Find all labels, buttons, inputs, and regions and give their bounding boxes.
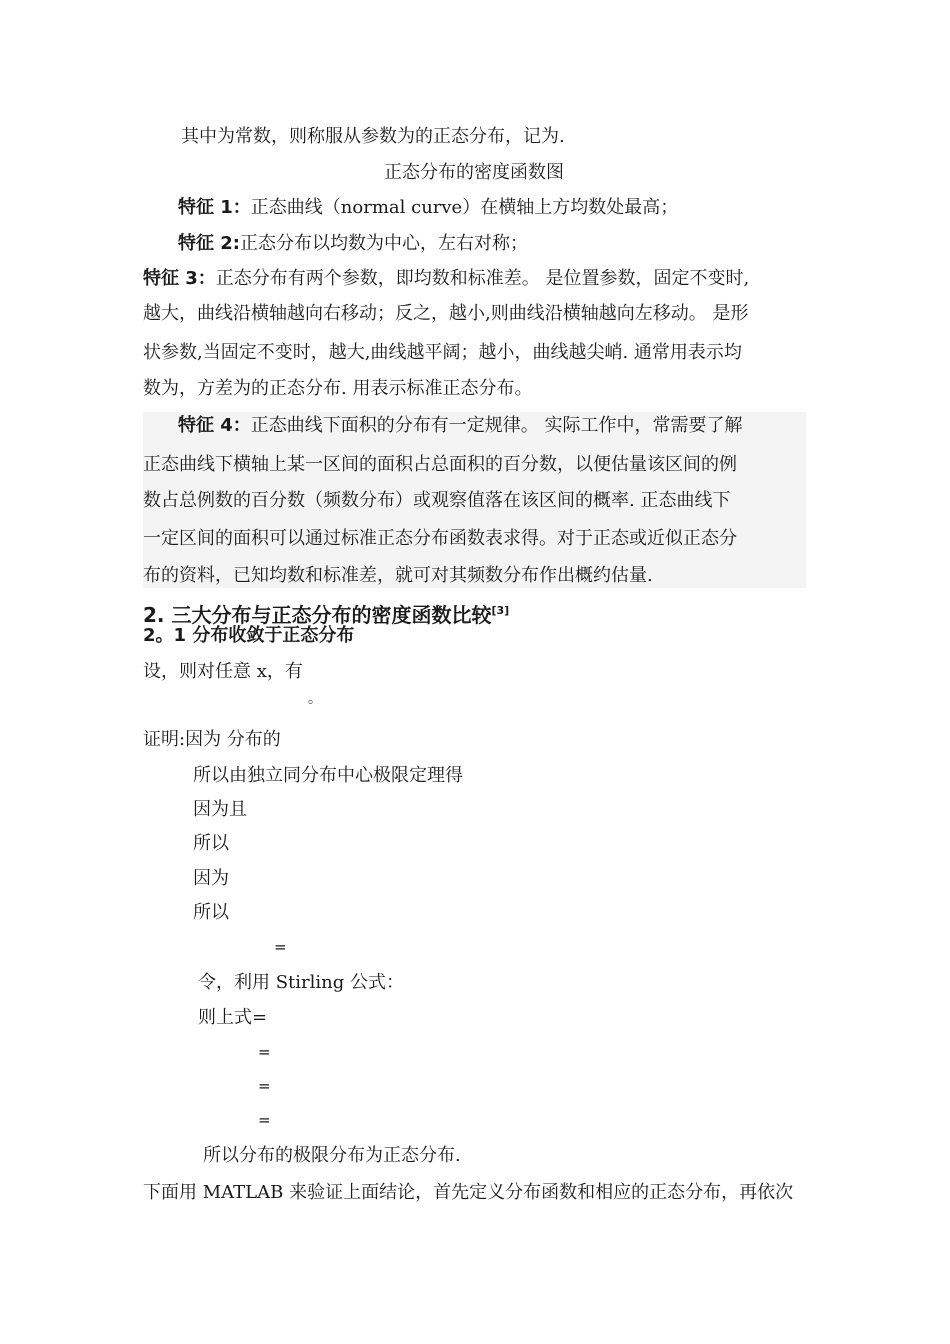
proof-line-5: 所以 xyxy=(193,902,229,923)
feature-3-line-4: 数为，方差为的正态分布. 用表示标准正态分布。 xyxy=(143,378,533,399)
feature-4-line-5: 布的资料，已知均数和标准差，就可对其频数分布作出概约估量. xyxy=(143,565,653,586)
feature-1-label: 特征 1： xyxy=(178,197,251,218)
feature-3-line-1 xyxy=(143,266,749,292)
intro-line: 其中为常数，则称服从参数为的正态分布，记为. xyxy=(181,126,565,147)
proof-line-3: 所以 xyxy=(193,833,229,854)
feature-2-label: 特征 2: xyxy=(178,233,240,254)
statement-end: 。 xyxy=(308,691,322,707)
feature-1 xyxy=(178,195,678,221)
feature-4-line-3: 数占总例数的百分数（频数分布）或观察值落在该区间的概率. 正态曲线下 xyxy=(143,490,731,511)
feature-4-line-1 xyxy=(178,413,743,439)
final-line: 下面用 MATLAB 来验证上面结论，首先定义分布函数和相应的正态分布，再依次 xyxy=(143,1182,794,1203)
equation-2: = xyxy=(258,1043,271,1061)
then-line: 则上式= xyxy=(198,1007,268,1028)
proof-conclusion: 所以分布的极限分布为正态分布. xyxy=(203,1145,461,1166)
equation-1: = xyxy=(274,938,287,956)
proof-line-4: 因为 xyxy=(193,868,229,889)
figure-caption: 正态分布的密度函数图 xyxy=(384,162,564,183)
section-heading-text: 2. 三大分布与正态分布的密度函数比较 xyxy=(143,603,492,627)
feature-3-text: 正态分布有两个参数，即均数和标准差。 是位置参数，固定不变时, xyxy=(215,268,750,289)
feature-2-text: 正态分布以均数为中心，左右对称； xyxy=(240,233,528,254)
statement: 设，则对任意 x，有 xyxy=(143,661,303,682)
feature-4-label: 特征 4： xyxy=(178,415,251,436)
feature-3-line-3: 状参数,当固定不变时，越大,曲线越平阔；越小，曲线越尖峭. 通常用表示均 xyxy=(143,342,742,363)
feature-4-line-2: 正态曲线下横轴上某一区间的面积占总面积的百分数，以便估量该区间的例 xyxy=(143,454,737,475)
subsection-heading: 2。1 分布收敛于正态分布 xyxy=(143,625,355,646)
proof-line-2: 因为且 xyxy=(193,799,247,820)
equation-4: = xyxy=(258,1111,271,1129)
feature-3-label: 特征 3： xyxy=(143,268,216,289)
feature-2 xyxy=(178,231,528,257)
feature-1-text: 正态曲线（normal curve）在横轴上方均数处最高； xyxy=(250,197,679,218)
citation-ref: [3] xyxy=(491,604,510,617)
equation-3: = xyxy=(258,1077,271,1095)
proof-start: 证明:因为 分布的 xyxy=(143,729,281,750)
feature-3-line-2: 越大，曲线沿横轴越向右移动；反之，越小,则曲线沿横轴越向左移动。 是形 xyxy=(143,303,749,324)
stirling-line: 令，利用 Stirling 公式： xyxy=(198,972,404,993)
proof-line-1: 所以由独立同分布中心极限定理得 xyxy=(193,765,463,786)
feature-4-text: 正态曲线下面积的分布有一定规律。 实际工作中，常需要了解 xyxy=(250,415,743,436)
feature-4-line-4: 一定区间的面积可以通过标准正态分布函数表求得。对于正态或近似正态分 xyxy=(143,528,737,549)
